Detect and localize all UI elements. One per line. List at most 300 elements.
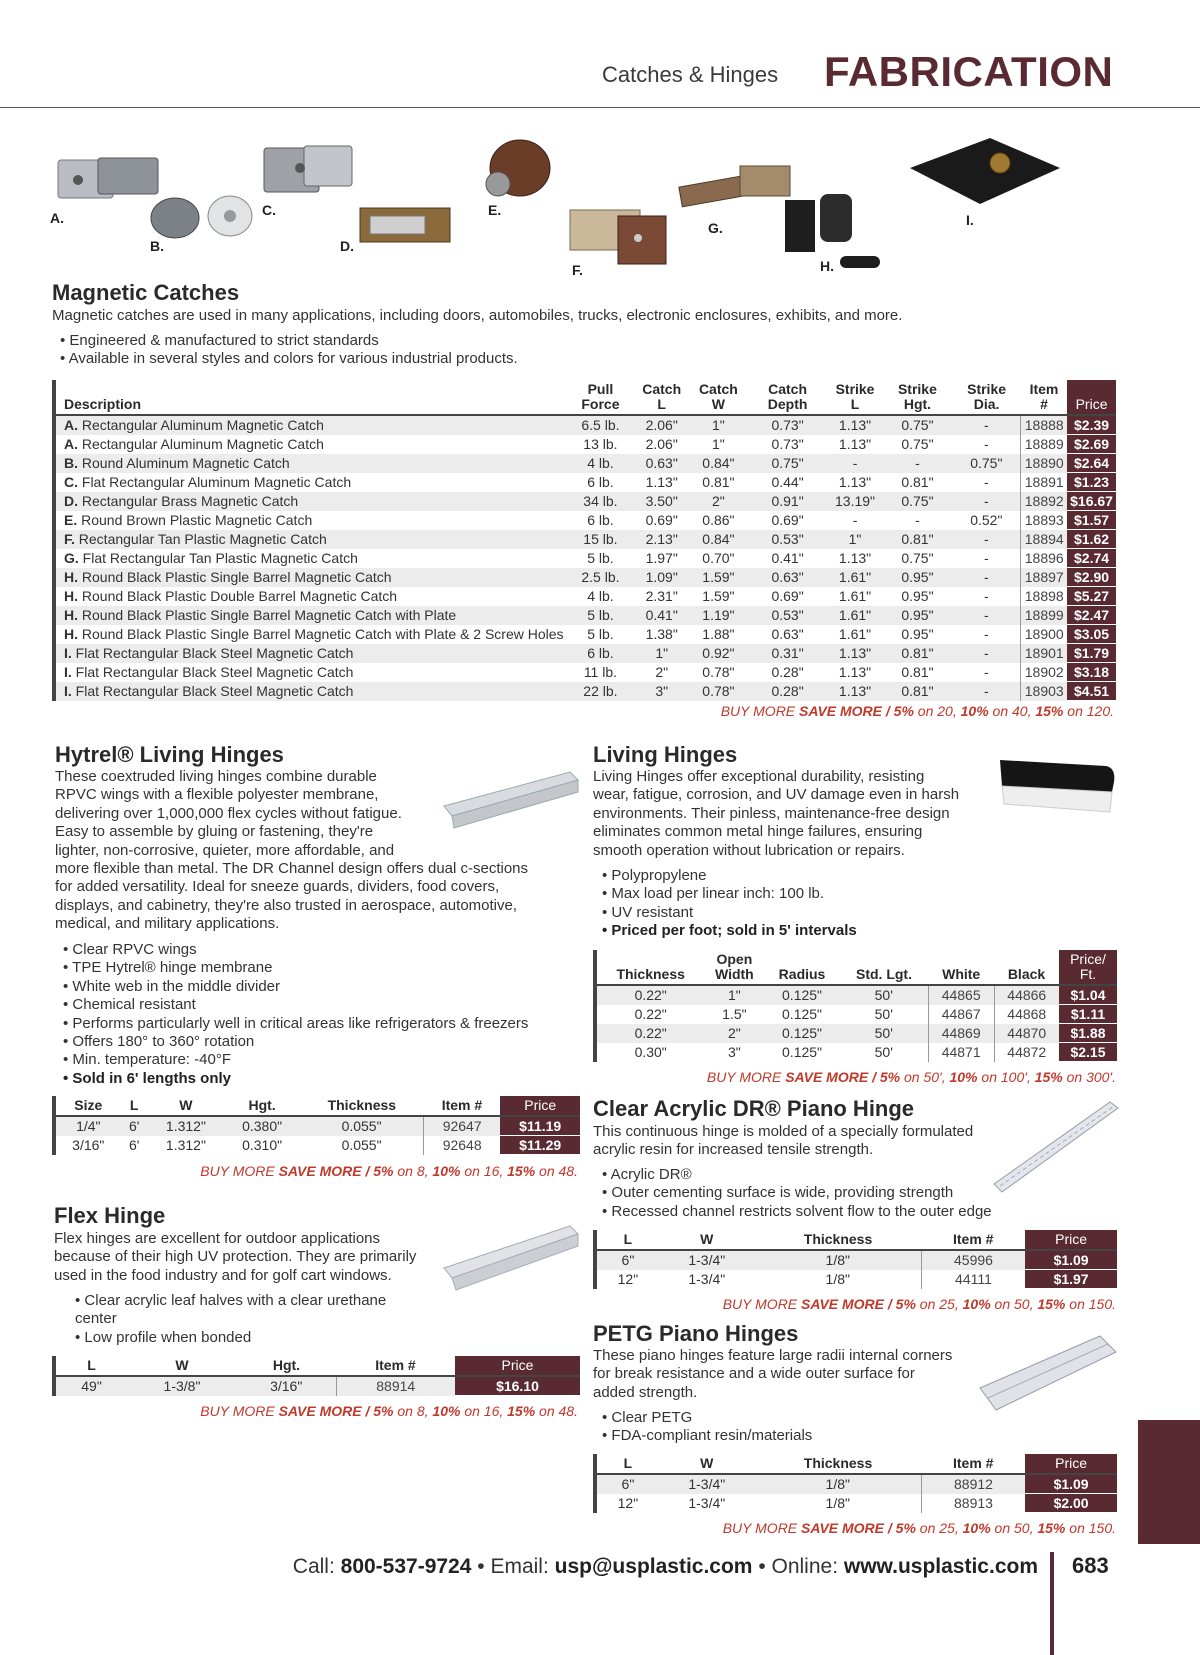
catch-e-image: [486, 140, 550, 196]
acrylic-line: acrylic resin for increased tensile strength.: [593, 1141, 874, 1159]
buymore-save: SAVE MORE / 5%: [801, 1296, 916, 1312]
col-item: Item #: [336, 1356, 455, 1376]
col-hgt: Hgt.: [237, 1356, 336, 1376]
variant-key: F.: [64, 531, 75, 547]
cell: 2": [689, 492, 748, 511]
acrylic-hinge-image: [990, 1098, 1120, 1198]
description-text: Flat Rectangular Aluminum Magnetic Catch: [81, 474, 352, 490]
hytrel-bullet: • Offers 180° to 360° rotation: [63, 1033, 528, 1051]
cell: 0.41": [634, 606, 689, 625]
cell: 1.13": [828, 415, 883, 435]
item-number[interactable]: 44866: [994, 985, 1059, 1005]
hytrel-line: for added versatility. Ideal for sneeze guards, dividers, food covers,: [55, 878, 500, 896]
cell: 1/8": [825, 1271, 850, 1287]
description-text: Round Black Plastic Single Barrel Magnetic Catch with Plate: [81, 607, 457, 623]
flex-line: used in the food industry and for golf cart windows.: [54, 1266, 392, 1284]
price-cell: $16.10: [455, 1376, 580, 1396]
cell: 0.70": [702, 550, 735, 566]
cell: 0.380": [224, 1116, 300, 1136]
cell: 0.75": [883, 492, 953, 511]
item-number[interactable]: 18889: [1021, 435, 1067, 454]
variant-key: B.: [64, 455, 78, 471]
hytrel-line: These coextruded living hinges combine durable: [55, 768, 377, 785]
buymore-text: on 150.: [1065, 1520, 1116, 1536]
phone-number[interactable]: 800-537-9724: [340, 1555, 472, 1578]
cell: 3/16": [54, 1136, 121, 1155]
cell: -: [983, 474, 989, 490]
cell: 1": [828, 530, 883, 549]
description-cell: [54, 644, 567, 663]
product-label-i: I.: [966, 212, 974, 228]
magnetic-catches-title: Magnetic Catches: [52, 280, 240, 305]
cell: 0.81": [901, 474, 934, 490]
buymore-pct: 15%: [507, 1163, 536, 1179]
col-description: Description: [54, 380, 567, 415]
cell: 1-3/8": [127, 1376, 237, 1396]
buymore-text: on 25,: [915, 1520, 963, 1536]
item-number[interactable]: 44872: [994, 1043, 1059, 1062]
magnetic-bullet: • Available in several styles and colors for various industrial products.: [60, 350, 518, 368]
buymore-text: BUY MORE: [722, 1520, 802, 1536]
item-number[interactable]: 18894: [1021, 530, 1067, 549]
col-item: Item #: [921, 1230, 1025, 1250]
cell: 0.75": [901, 436, 934, 452]
acrylic-piano-hinge-title: Clear Acrylic DR® Piano Hinge: [593, 1096, 915, 1121]
product-illustrations: [50, 138, 1130, 278]
buymore-text: on 25,: [915, 1296, 963, 1312]
acrylic-line: This continuous hinge is molded of a specially formulated: [593, 1123, 974, 1140]
cell: 0.41": [771, 550, 804, 566]
description-text: Round Black Plastic Single Barrel Magnetic Catch with Plate & 2 Screw Holes: [81, 626, 564, 642]
cell: -: [983, 436, 989, 452]
cell: -: [983, 588, 989, 604]
cell: 1/8": [825, 1495, 850, 1511]
price-cell: $2.47: [1067, 606, 1116, 625]
flex-bullet: • Clear acrylic leaf halves with a clear urethane center: [75, 1292, 415, 1329]
col-l: L: [595, 1454, 659, 1474]
cell: 0.75": [883, 415, 953, 435]
cell: 1-3/4": [688, 1271, 726, 1287]
buymore-text: BUY MORE: [706, 1069, 786, 1085]
table-row: [54, 1376, 580, 1396]
col-catch-l: Catch L: [634, 380, 689, 415]
description-text: Rectangular Tan Plastic Magnetic Catch: [78, 531, 327, 547]
flex-buy-more: [200, 1403, 578, 1419]
buymore-text: on 8,: [393, 1163, 433, 1179]
table-row: [595, 1005, 1117, 1024]
hytrel-bullet: • Performs particularly well in critical areas like refrigerators & freezers: [63, 1015, 528, 1033]
hytrel-line: RPVC wings with a flexible polyester membrane,: [55, 786, 379, 804]
price-cell: $2.64: [1067, 454, 1116, 473]
table-header-row: [595, 1454, 1117, 1474]
table-row: [595, 985, 1117, 1005]
price-cell: $1.79: [1067, 644, 1116, 663]
item-number[interactable]: 92648: [423, 1136, 500, 1155]
buymore-pct: 15%: [1037, 1520, 1066, 1536]
email-link[interactable]: usp@usplastic.com: [554, 1555, 753, 1578]
item-number[interactable]: 44870: [994, 1024, 1059, 1043]
petg-bullets: [602, 1409, 812, 1446]
cell: 5 lb.: [587, 550, 614, 566]
table-header-row: [595, 950, 1117, 985]
cell: 2.06": [645, 436, 678, 452]
flex-hinge-title: Flex Hinge: [54, 1203, 166, 1228]
price-cell: $3.05: [1067, 625, 1116, 644]
hytrel-bullet: • TPE Hytrel® hinge membrane: [63, 959, 528, 977]
variant-key: H.: [64, 607, 78, 623]
col-strike-l: Strike L: [828, 380, 883, 415]
item-number[interactable]: 18898: [1021, 587, 1067, 606]
cell: 0.69": [645, 512, 678, 528]
cell: 1.312": [165, 1137, 206, 1153]
cell: 0.84": [689, 530, 748, 549]
petg-hinge-image: [976, 1330, 1120, 1420]
cell: 1.38": [645, 626, 678, 642]
product-label-e: E.: [488, 202, 502, 218]
petg-description: [593, 1347, 993, 1402]
price-cell: $4.51: [1067, 682, 1116, 701]
buymore-text: BUY MORE: [722, 1296, 802, 1312]
price-cell: $16.67: [1067, 492, 1116, 511]
cell: 0.055": [300, 1116, 423, 1136]
item-number[interactable]: 44868: [994, 1005, 1059, 1024]
description-text: Rectangular Aluminum Magnetic Catch: [81, 436, 324, 452]
cell: -: [852, 512, 858, 528]
cell: 0.95": [883, 606, 953, 625]
item-number[interactable]: 18890: [1021, 454, 1067, 473]
col-price: Price: [455, 1356, 580, 1376]
item-number[interactable]: 18897: [1021, 568, 1067, 587]
catch-g-image: [679, 166, 790, 207]
cell: 2": [655, 664, 669, 680]
cell: 0.63": [634, 454, 689, 473]
cell: -: [952, 644, 1021, 663]
price-cell: $1.23: [1067, 473, 1116, 492]
price-cell: $1.97: [1025, 1270, 1117, 1289]
cell: 1/8": [755, 1474, 922, 1494]
item-number[interactable]: 45996: [921, 1250, 1025, 1270]
cell: 1-3/4": [659, 1474, 755, 1494]
col-white: White: [928, 950, 994, 985]
cell: 0.73": [771, 436, 804, 452]
cell: 12": [595, 1494, 659, 1513]
item-number[interactable]: 88913: [921, 1494, 1025, 1513]
table-row: [54, 1136, 580, 1155]
hytrel-bullets: [63, 941, 528, 1088]
item-number[interactable]: 44111: [921, 1270, 1025, 1289]
item-number[interactable]: 18893: [1021, 511, 1067, 530]
cell: 13 lb.: [583, 436, 618, 452]
price-cell: $3.18: [1067, 663, 1116, 682]
table-row: [54, 511, 1116, 530]
buymore-text: on 48.: [535, 1163, 578, 1179]
hytrel-line: displays, and cabinetry, they're also trusted in aerospace, automotive,: [55, 896, 518, 914]
buymore-text: on 40,: [988, 703, 1036, 719]
price-cell: $11.29: [500, 1136, 580, 1155]
section-side-tab: [1138, 1420, 1200, 1544]
living-hinge-image: [996, 752, 1120, 822]
living-bullet: • Max load per linear inch: 100 lb.: [602, 885, 857, 903]
cell: 1.61": [828, 606, 883, 625]
cell: 1.13": [838, 474, 872, 490]
product-label-a: A.: [50, 210, 64, 226]
cell: 0.75": [901, 550, 934, 566]
col-l: L: [595, 1230, 659, 1250]
online-label: • Online:: [752, 1555, 844, 1578]
description-cell: [54, 511, 567, 530]
col-radius: Radius: [764, 950, 839, 985]
cell: 1.61": [838, 588, 872, 604]
table-header-row: [54, 380, 1116, 415]
cell: 2.13": [634, 530, 689, 549]
cell: -: [952, 568, 1021, 587]
hytrel-bullet: • Chemical resistant: [63, 996, 528, 1014]
item-number[interactable]: 18896: [1021, 549, 1067, 568]
flex-line: because of their high UV protection. They are primarily: [54, 1248, 417, 1266]
cell: 0.81": [883, 682, 953, 701]
col-l: L: [121, 1096, 148, 1116]
product-label-c: C.: [262, 202, 276, 218]
buymore-pct: 10%: [962, 1520, 991, 1536]
variant-key: H.: [64, 569, 78, 585]
cell: -: [983, 664, 989, 680]
item-number[interactable]: 92647: [423, 1116, 500, 1136]
cell: 3/16": [237, 1376, 336, 1396]
catch-i-image: [910, 138, 1060, 204]
hytrel-line: Easy to assemble by gluing or fastening, they're: [55, 823, 374, 841]
description-cell: [54, 415, 567, 435]
cell: 1": [634, 644, 689, 663]
col-w: W: [659, 1230, 755, 1250]
flex-description: [54, 1230, 454, 1285]
table-row: [595, 1250, 1117, 1270]
buymore-text: on 50',: [900, 1069, 950, 1085]
product-image-strip: [50, 138, 1130, 278]
item-number[interactable]: 18902: [1021, 663, 1067, 682]
item-number[interactable]: 18892: [1021, 492, 1067, 511]
description-text: Round Black Plastic Single Barrel Magnetic Catch: [81, 569, 392, 585]
product-label-g: G.: [708, 220, 723, 236]
item-number[interactable]: 18901: [1021, 644, 1067, 663]
cell: -: [828, 454, 883, 473]
cell: 1": [704, 985, 764, 1005]
description-text: Rectangular Brass Magnetic Catch: [81, 493, 299, 509]
item-number[interactable]: 88914: [336, 1376, 455, 1396]
table-row: [54, 644, 1116, 663]
description-text: Rectangular Aluminum Magnetic Catch: [81, 417, 324, 434]
cell: 0.125": [764, 985, 839, 1005]
living-bullet: • Polypropylene: [602, 867, 857, 885]
col-w: W: [659, 1454, 755, 1474]
description-cell: [54, 625, 567, 644]
price-cell: $1.09: [1025, 1474, 1117, 1494]
item-number[interactable]: 44865: [928, 985, 994, 1005]
hytrel-line: medical, and military applications.: [55, 915, 280, 933]
buymore-text: on 50,: [990, 1296, 1038, 1312]
cell: 6": [595, 1474, 659, 1494]
item-number[interactable]: 18900: [1021, 625, 1067, 644]
buymore-pct: 10%: [962, 1296, 991, 1312]
cell: 1.13": [838, 664, 872, 680]
table-row: [595, 1024, 1117, 1043]
cell: 6': [121, 1116, 148, 1136]
cell: 1/8": [755, 1250, 922, 1270]
cell: 0.78": [702, 664, 735, 680]
petg-buy-more: [723, 1520, 1116, 1536]
col-thickness: Thickness: [300, 1096, 423, 1116]
cell: 0.22": [595, 1005, 704, 1024]
price-cell: $2.74: [1067, 549, 1116, 568]
buymore-pct: 10%: [949, 1069, 978, 1085]
cell: -: [952, 682, 1021, 701]
flex-table: [52, 1356, 580, 1396]
living-bullet: • UV resistant: [602, 904, 857, 922]
col-thickness: Thickness: [595, 950, 704, 985]
cell: 4 lb.: [587, 588, 614, 604]
hytrel-line: lighter, non-corrosive, quieter, more affordable, and: [55, 841, 395, 859]
living-line: environments. Their pinless, maintenance-free design: [593, 804, 950, 822]
cell: 0.69": [771, 512, 804, 528]
cell: 0.81": [702, 474, 735, 490]
variant-key: E.: [64, 512, 78, 528]
col-item: Item #: [423, 1096, 500, 1116]
flex-bullet: • Low profile when bonded: [75, 1329, 415, 1347]
table-row: [595, 1270, 1117, 1289]
living-hinges-table: [593, 950, 1117, 1062]
cell: 0.28": [771, 664, 804, 680]
col-hgt: Hgt.: [224, 1096, 300, 1116]
item-number[interactable]: 18899: [1021, 606, 1067, 625]
buymore-text: on 8,: [393, 1403, 433, 1419]
cell: 15 lb.: [567, 530, 635, 549]
item-number[interactable]: 18888: [1021, 415, 1067, 435]
petg-table: [593, 1454, 1117, 1513]
cell: 1.13": [828, 682, 883, 701]
price-cell: $2.90: [1067, 568, 1116, 587]
buymore-pct: 15%: [507, 1403, 536, 1419]
page-footer: [0, 1555, 1200, 1655]
cell: 1": [712, 436, 725, 452]
cell: 0.91": [748, 492, 828, 511]
petg-bullet: • FDA-compliant resin/materials: [602, 1427, 812, 1445]
buymore-pct: 10%: [432, 1163, 461, 1179]
cell: 34 lb.: [567, 492, 635, 511]
cell: 5 lb.: [567, 606, 635, 625]
living-bullet: • Priced per foot; sold in 5' intervals: [602, 922, 857, 940]
col-catch-w: Catch W: [689, 380, 748, 415]
cell: 1.59": [702, 588, 735, 604]
acrylic-bullet: • Acrylic DR®: [602, 1166, 992, 1184]
description-text: Flat Rectangular Black Steel Magnetic Catch: [75, 645, 354, 661]
cell: -: [983, 550, 989, 566]
table-row: [54, 492, 1116, 511]
living-line: smooth operation without lubrication or repairs.: [593, 841, 905, 859]
cell: 6 lb.: [587, 512, 614, 528]
cell: 0.95": [901, 626, 934, 642]
col-open-width: Open Width: [704, 950, 764, 985]
product-label-h: H.: [820, 258, 834, 274]
variant-key: I.: [64, 645, 72, 661]
buymore-text: on 300'.: [1062, 1069, 1116, 1085]
table-row: [54, 606, 1116, 625]
hytrel-hinge-image: [440, 766, 580, 836]
cell: 50': [874, 1006, 893, 1022]
cell: 1.09": [634, 568, 689, 587]
cell: 0.81": [901, 664, 934, 680]
website-link[interactable]: www.usplastic.com: [843, 1555, 1038, 1578]
living-line: Living Hinges offer exceptional durability, resisting: [593, 768, 925, 785]
item-number[interactable]: 88912: [921, 1474, 1025, 1494]
col-l: L: [54, 1356, 127, 1376]
table-row: [54, 587, 1116, 606]
cell: 5 lb.: [587, 626, 614, 642]
contact-line: [293, 1555, 1038, 1579]
cell: 13.19": [828, 492, 883, 511]
cell: 1.61": [838, 626, 872, 642]
cell: -: [952, 606, 1021, 625]
variant-key: H.: [64, 626, 78, 642]
price-cell: $1.09: [1025, 1250, 1117, 1270]
cell: 0.30": [595, 1043, 704, 1062]
product-label-b: B.: [150, 238, 164, 254]
cell: 50': [840, 985, 929, 1005]
item-number[interactable]: 44867: [928, 1005, 994, 1024]
price-cell: $11.19: [500, 1116, 580, 1136]
hytrel-bullet: • Sold in 6' lengths only: [63, 1070, 528, 1088]
price-cell: $1.57: [1067, 511, 1116, 530]
living-buy-more: [707, 1069, 1116, 1085]
living-description: [593, 768, 1013, 860]
price-cell: $1.88: [1059, 1024, 1117, 1043]
description-text: Round Black Plastic Double Barrel Magnetic Catch: [81, 588, 398, 604]
col-price: Price: [500, 1096, 580, 1116]
cell: 6 lb.: [567, 644, 635, 663]
cell: 50': [840, 1024, 929, 1043]
cell: 1-3/4": [688, 1495, 726, 1511]
cell: 0.95": [901, 588, 934, 604]
description-cell: [54, 568, 567, 587]
col-strike-dia: Strike Dia.: [952, 380, 1021, 415]
col-item: Item #: [921, 1454, 1025, 1474]
buymore-save: SAVE MORE / 5%: [785, 1069, 901, 1085]
catch-b-image: [151, 196, 252, 238]
cell: 1.5": [722, 1006, 747, 1022]
col-price: Price: [1025, 1454, 1117, 1474]
item-number[interactable]: 44871: [928, 1043, 994, 1062]
buymore-text: on 20,: [913, 703, 961, 719]
cell: 6.5 lb.: [567, 415, 635, 435]
cell: 3.50": [634, 492, 689, 511]
description-text: Flat Rectangular Tan Plastic Magnetic Catch: [82, 550, 358, 566]
col-w: W: [127, 1356, 237, 1376]
table-row: [54, 415, 1116, 435]
buymore-pct: 10%: [432, 1403, 461, 1419]
cell: 50': [874, 1044, 893, 1060]
page-number: 683: [1072, 1553, 1109, 1578]
item-number[interactable]: 44869: [928, 1024, 994, 1043]
item-number[interactable]: 18891: [1021, 473, 1067, 492]
item-number[interactable]: 18903: [1021, 682, 1067, 701]
col-price: Price: [1067, 380, 1116, 415]
hytrel-title: Hytrel® Living Hinges: [55, 742, 284, 767]
cell: 0.81": [883, 530, 953, 549]
table-row: [54, 454, 1116, 473]
table-row: [54, 473, 1116, 492]
cell: 0.125": [782, 1006, 823, 1022]
acrylic-bullet: • Outer cementing surface is wide, providing strength: [602, 1184, 992, 1202]
buymore-text: on 120.: [1063, 703, 1114, 719]
catch-h-image: [785, 194, 880, 268]
